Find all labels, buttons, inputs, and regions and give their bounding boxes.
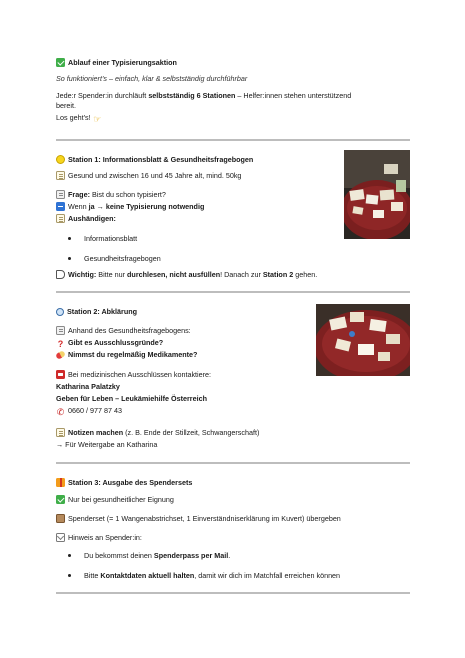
- station2-phone: ✆ 0660 / 977 87 43: [56, 406, 122, 417]
- station2-contact-intro: Bei medizinischen Ausschlüssen kontaktiere:: [56, 370, 211, 379]
- station2-photo: [316, 304, 410, 376]
- station2-q2: Nimmst du regelmäßig Medikamente?: [56, 350, 197, 359]
- envelope-icon: [56, 533, 65, 542]
- station3-eligibility: Nur bei gesundheitlicher Eignung: [56, 495, 174, 504]
- divider: [56, 462, 410, 464]
- station3-title: Station 3: Ausgabe des Spendersets: [56, 478, 192, 487]
- intro-go: Los geht’s! ☞: [56, 113, 102, 124]
- station2-title: Station 2: Abklärung: [56, 307, 137, 316]
- list-item: Du bekommst deinen Spenderpass per Mail.: [84, 551, 231, 560]
- divider: [56, 139, 410, 141]
- check-mark-icon: [56, 58, 65, 67]
- station3-hint: Hinweis an Spender:in:: [56, 533, 142, 542]
- station2-q1: ? Gibt es Ausschlussgründe?: [57, 338, 164, 349]
- document-icon: [56, 326, 65, 335]
- station2-forward: → Für Weitergabe an Katharina: [56, 440, 158, 449]
- yellow-circle-icon: [56, 155, 65, 164]
- megaphone-icon: [56, 270, 65, 279]
- memo-icon: [56, 171, 65, 180]
- magnifier-icon: [56, 308, 64, 316]
- station2-photo-image: [316, 304, 410, 376]
- arrow-right-icon: [56, 202, 65, 211]
- list-item: Gesundheitsfragebogen: [84, 254, 161, 263]
- list-item: Bitte Kontaktdaten aktuell halten, damit wir dich im Matchfall erreichen können: [84, 571, 341, 580]
- gift-icon: [56, 478, 65, 487]
- bullet: [68, 257, 71, 260]
- station1-important: Wichtig: Bitte nur durchlesen, nicht ausfüllen! Danach zur Station 2 gehen.: [56, 270, 317, 279]
- divider: [56, 291, 410, 293]
- pointing-hand-icon: ☞: [93, 114, 102, 124]
- question-mark-icon: ?: [57, 339, 64, 349]
- station2-notes: Notizen machen (z. B. Ende der Stillzeit, Schwangerschaft): [56, 428, 259, 437]
- bullet: [68, 237, 71, 240]
- station3-set: Spenderset (= 1 Wangenabstrichset, 1 Einverständniserklärung im Kuvert) übergeben: [56, 514, 341, 523]
- station1-handout: Aushändigen:: [56, 214, 116, 223]
- divider: [56, 592, 410, 594]
- intro-subtitle: So funktioniert’s – einfach, klar & selbstständig durchführbar: [56, 74, 248, 83]
- bullet: [68, 574, 71, 577]
- station1-photo-image: [344, 150, 410, 239]
- station1-age: Gesund und zwischen 16 und 45 Jahre alt, mind. 50kg: [56, 171, 241, 180]
- station1-photo: [344, 150, 410, 239]
- alert-icon: [56, 370, 65, 379]
- package-icon: [56, 514, 65, 523]
- intro-paragraph-line: Jede:r Spender:in durchläuft selbstständig 6 Stationen – Helfer:innen stehen unterstützend: [56, 91, 352, 100]
- station1-if: Wenn ja → keine Typisierung notwendig: [56, 202, 204, 211]
- check-mark-icon: [56, 495, 65, 504]
- document-icon: [56, 190, 65, 199]
- phone-icon: ✆: [56, 407, 65, 417]
- intro-paragraph-line-2: bereit.: [56, 101, 76, 110]
- station2-intro: Anhand des Gesundheitsfragebogens:: [56, 326, 191, 335]
- list-item: Informationsblatt: [84, 234, 138, 243]
- bullet: [68, 554, 71, 557]
- station2-contact-name: Katharina Palatzky: [56, 382, 120, 391]
- station1-title: Station 1: Informationsblatt & Gesundheitsfragebogen: [56, 155, 253, 164]
- pill-icon: [55, 350, 66, 360]
- memo-icon: [56, 214, 65, 223]
- memo-icon: [56, 428, 65, 437]
- station2-contact-org: Geben für Leben – Leukämiehilfe Österreich: [56, 394, 207, 403]
- intro-title: Ablauf einer Typisierungsaktion: [56, 58, 177, 67]
- station1-question: Frage: Bist du schon typisiert?: [56, 190, 166, 199]
